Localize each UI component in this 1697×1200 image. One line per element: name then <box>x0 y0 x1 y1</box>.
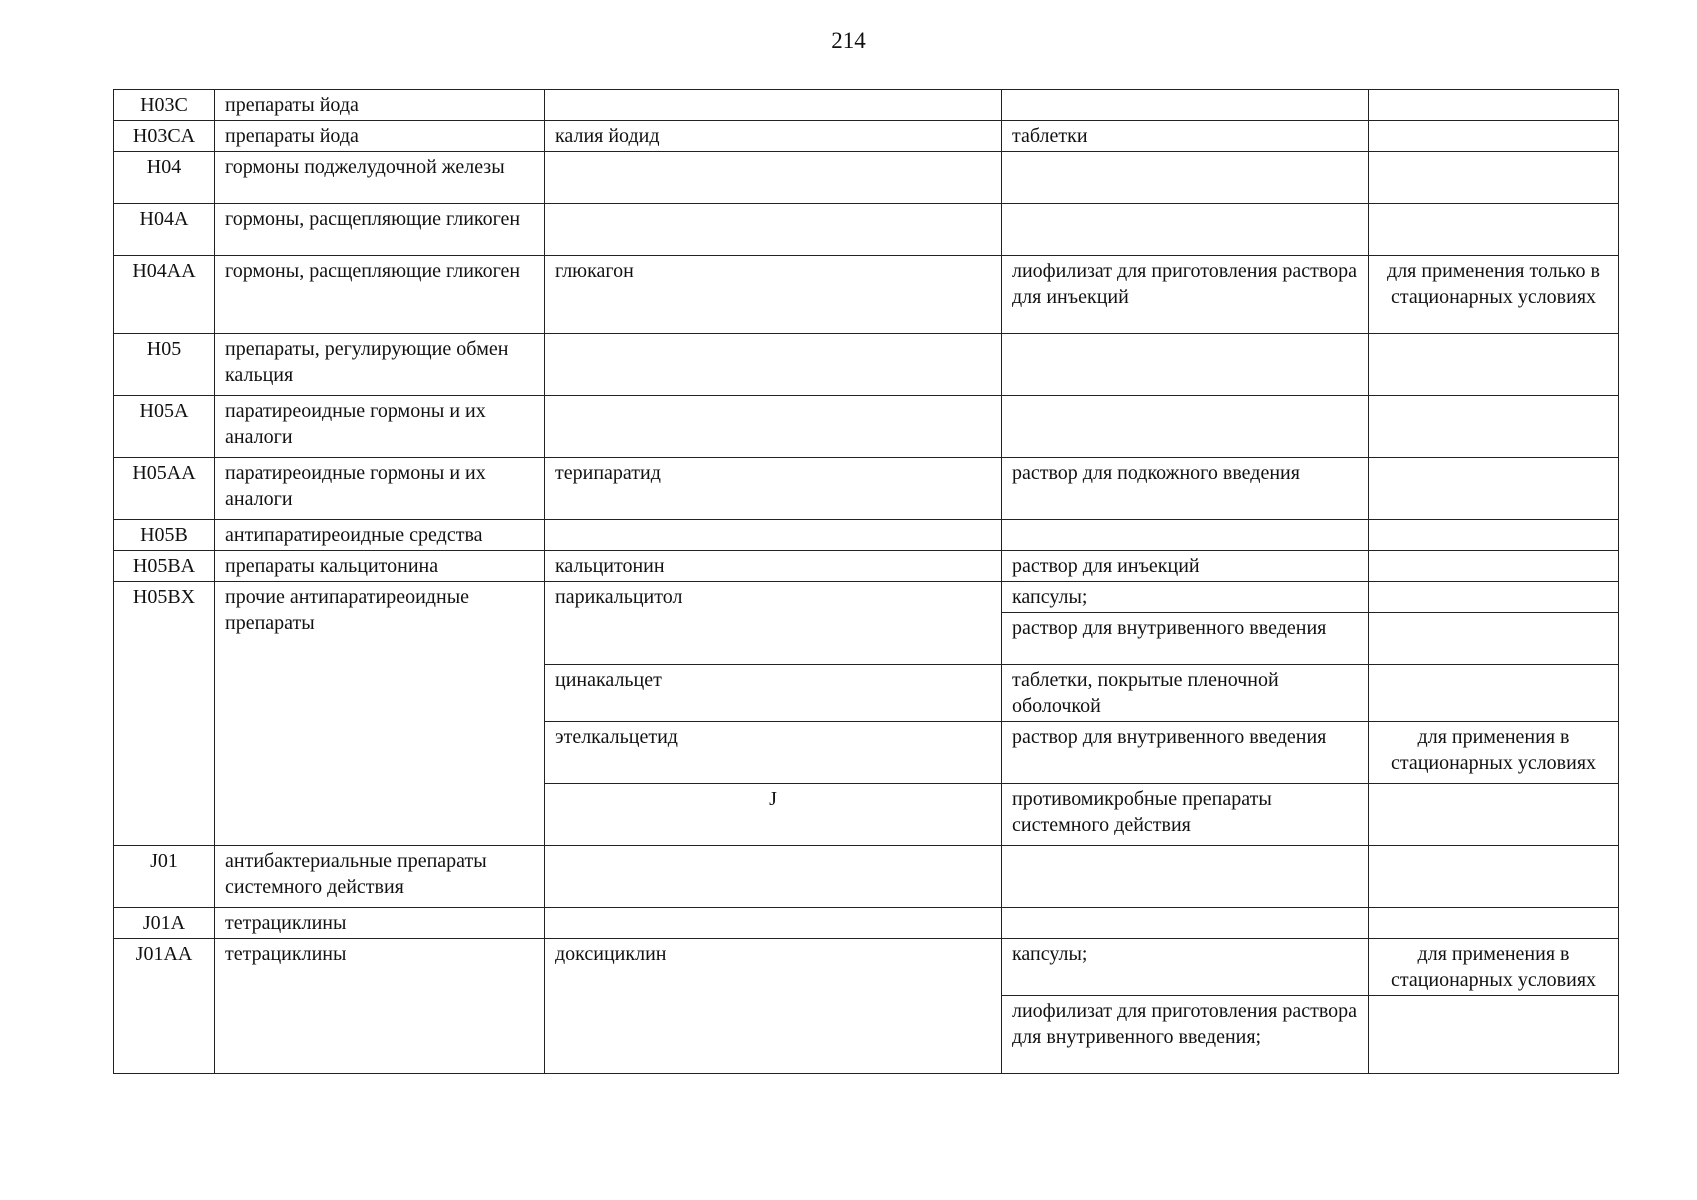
table-row <box>114 152 1619 204</box>
usage-note <box>1369 152 1619 204</box>
atc-code: H05BA <box>114 551 215 582</box>
atc-code: H05BX <box>114 582 215 846</box>
table-row <box>114 90 1619 121</box>
usage-note <box>1369 582 1619 613</box>
table-row <box>114 458 1619 520</box>
drug-name: кальцитонин <box>545 551 1002 582</box>
atc-group: гормоны поджелудочной железы <box>215 152 545 204</box>
drug-name: доксициклин <box>545 939 1002 1074</box>
atc-group: тетрациклины <box>215 908 545 939</box>
dosage-form: раствор для внутривенного введения <box>1002 722 1369 784</box>
usage-note <box>1369 334 1619 396</box>
atc-code: H04A <box>114 204 215 256</box>
atc-group: паратиреоидные гормоны и их аналоги <box>215 396 545 458</box>
dosage-form <box>1002 520 1369 551</box>
atc-code: H05 <box>114 334 215 396</box>
usage-note <box>1369 996 1619 1074</box>
dosage-form: лиофилизат для приготовления раствора для внутривенного введения; <box>1002 996 1369 1074</box>
dosage-form <box>1002 90 1369 121</box>
usage-note: для применения в стационарных условиях <box>1369 939 1619 996</box>
usage-note <box>1369 90 1619 121</box>
table-row <box>114 334 1619 396</box>
table-row <box>114 939 1619 996</box>
usage-note <box>1369 846 1619 908</box>
dosage-form <box>1002 846 1369 908</box>
drug-name <box>545 204 1002 256</box>
usage-note <box>1369 204 1619 256</box>
usage-note <box>1369 520 1619 551</box>
atc-group: препараты йода <box>215 121 545 152</box>
drug-name <box>545 846 1002 908</box>
drug-name <box>545 396 1002 458</box>
atc-code: J01A <box>114 908 215 939</box>
atc-code: J01 <box>114 846 215 908</box>
drug-name: калия йодид <box>545 121 1002 152</box>
atc-code: H04 <box>114 152 215 204</box>
table-row <box>114 846 1619 908</box>
dosage-form: таблетки, покрытые пленочной оболочкой <box>1002 665 1369 722</box>
drug-name <box>545 152 1002 204</box>
atc-group: тетрациклины <box>215 939 545 1074</box>
atc-group: прочие антипаратиреоидные препараты <box>215 582 545 846</box>
drug-name <box>545 334 1002 396</box>
usage-note <box>1369 613 1619 665</box>
drug-name: глюкагон <box>545 256 1002 334</box>
dosage-form <box>1002 908 1369 939</box>
atc-code: J01AA <box>114 939 215 1074</box>
dosage-form: капсулы; <box>1002 582 1369 613</box>
table-row <box>114 582 1619 613</box>
dosage-form <box>1002 396 1369 458</box>
usage-note <box>1369 551 1619 582</box>
atc-code: H03CA <box>114 121 215 152</box>
atc-group: паратиреоидные гормоны и их аналоги <box>215 458 545 520</box>
atc-code: H03C <box>114 90 215 121</box>
drug-name <box>1369 784 1619 846</box>
drug-name <box>545 90 1002 121</box>
usage-note: для применения только в стационарных условиях <box>1369 256 1619 334</box>
drug-name <box>545 520 1002 551</box>
drug-name: цинакальцет <box>545 665 1002 722</box>
table-row <box>114 396 1619 458</box>
usage-note <box>1369 665 1619 722</box>
drug-name: этелкальцетид <box>545 722 1002 784</box>
page-number: 214 <box>831 28 866 53</box>
dosage-form: раствор для подкожного введения <box>1002 458 1369 520</box>
atc-group: гормоны, расщепляющие гликоген <box>215 256 545 334</box>
atc-code: J <box>545 784 1002 846</box>
table-row <box>114 121 1619 152</box>
atc-code: H05AA <box>114 458 215 520</box>
usage-note: для применения в стационарных условиях <box>1369 722 1619 784</box>
atc-group: препараты, регулирующие обмен кальция <box>215 334 545 396</box>
atc-group: препараты кальцитонина <box>215 551 545 582</box>
atc-code: H05A <box>114 396 215 458</box>
dosage-form: лиофилизат для приготовления раствора для инъекций <box>1002 256 1369 334</box>
dosage-form: капсулы; <box>1002 939 1369 996</box>
table-row <box>114 256 1619 334</box>
table-row <box>114 551 1619 582</box>
atc-group: противомикробные препараты системного действия <box>1002 784 1369 846</box>
dosage-form <box>1002 152 1369 204</box>
dosage-form <box>1002 334 1369 396</box>
table-row <box>114 204 1619 256</box>
atc-code: H04AA <box>114 256 215 334</box>
dosage-form: таблетки <box>1002 121 1369 152</box>
atc-group: гормоны, расщепляющие гликоген <box>215 204 545 256</box>
atc-group: антипаратиреоидные средства <box>215 520 545 551</box>
table-row <box>114 908 1619 939</box>
drug-name <box>545 908 1002 939</box>
dosage-form: раствор для внутривенного введения <box>1002 613 1369 665</box>
atc-group: антибактериальные препараты системного действия <box>215 846 545 908</box>
dosage-form: раствор для инъекций <box>1002 551 1369 582</box>
medication-table <box>113 89 1619 1074</box>
drug-name: парикальцитол <box>545 582 1002 665</box>
dosage-form <box>1002 204 1369 256</box>
atc-group: препараты йода <box>215 90 545 121</box>
atc-code: H05B <box>114 520 215 551</box>
drug-name: терипаратид <box>545 458 1002 520</box>
usage-note <box>1369 458 1619 520</box>
usage-note <box>1369 396 1619 458</box>
table-row <box>114 520 1619 551</box>
usage-note <box>1369 121 1619 152</box>
usage-note <box>1369 908 1619 939</box>
